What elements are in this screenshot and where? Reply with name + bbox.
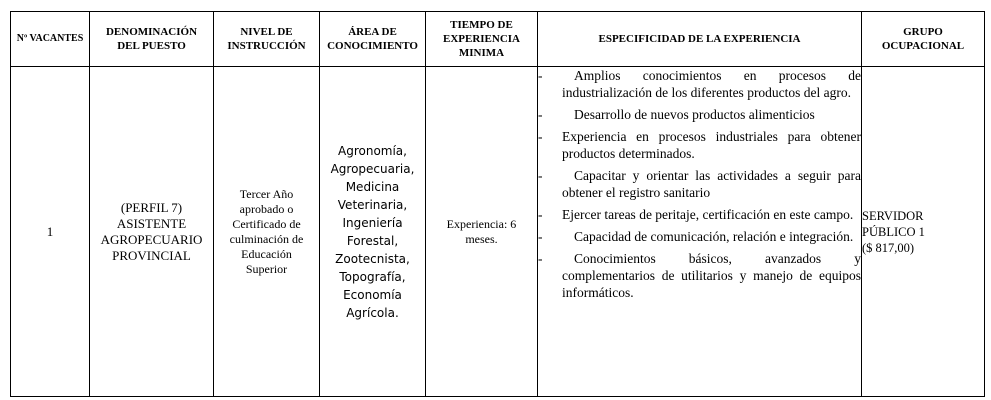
cell-tiempo: Experiencia: 6 meses. xyxy=(426,67,538,397)
header-nivel: NIVEL DE INSTRUCCIÓN xyxy=(214,12,320,67)
bullet-dash: - xyxy=(538,207,543,222)
cell-grupo: SERVIDOR PÚBLICO 1 ($ 817,00) xyxy=(862,67,985,397)
cell-especificidad xyxy=(538,67,862,397)
table-row xyxy=(11,67,985,397)
header-vacantes: Nº VACANTES xyxy=(11,12,90,67)
header-row xyxy=(11,12,985,67)
list-item: - Experiencia en procesos industriales para obtener productos determinados. xyxy=(538,129,861,161)
list-item: - Amplios conocimientos en procesos de industrialización de los diferentes productos del agro. xyxy=(538,68,861,100)
header-denominacion: DENOMINACIÓN DEL PUESTO xyxy=(90,12,214,67)
list-item: - Desarrollo de nuevos productos alimenticios xyxy=(538,107,815,122)
job-requirements-table xyxy=(10,11,985,397)
cell-vacantes: 1 xyxy=(11,67,90,397)
bullet-dash: - xyxy=(538,68,543,83)
bullet-dash: - xyxy=(538,129,543,144)
header-area: ÁREA DE CONOCIMIENTO xyxy=(320,12,426,67)
list-item: - Capacidad de comunicación, relación e integración. xyxy=(538,229,854,244)
experience-list xyxy=(538,67,861,301)
header-especificidad: ESPECIFICIDAD DE LA EXPERIENCIA xyxy=(538,12,862,67)
list-item: - Conocimientos básicos, avanzados y complementarios de utilitarios y manejo de equipos informáticos. xyxy=(538,251,861,300)
header-grupo: GRUPO OCUPACIONAL xyxy=(862,12,985,67)
header-tiempo: TIEMPO DE EXPERIENCIA MINIMA xyxy=(426,12,538,67)
list-item: - Ejercer tareas de peritaje, certificación en este campo. xyxy=(538,207,854,222)
bullet-dash: - xyxy=(538,168,543,183)
bullet-dash: - xyxy=(538,229,543,244)
list-item: - Capacitar y orientar las actividades a seguir para obtener el registro sanitario xyxy=(538,168,861,200)
bullet-dash: - xyxy=(538,107,543,122)
cell-nivel: Tercer Año aprobado o Certificado de culminación de Educación Superior xyxy=(214,67,320,397)
bullet-dash: - xyxy=(538,251,543,266)
cell-area: Agronomía, Agropecuaria, Medicina Veterinaria, Ingeniería Forestal, Zootecnista, Topografía, Economía Agrícola. xyxy=(320,67,426,397)
cell-puesto: (PERFIL 7) ASISTENTE AGROPECUARIO PROVINCIAL xyxy=(90,67,214,397)
